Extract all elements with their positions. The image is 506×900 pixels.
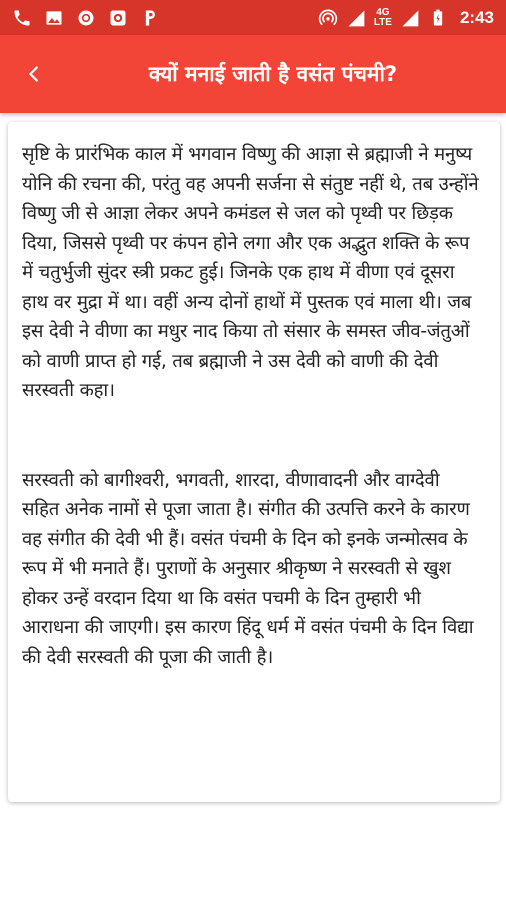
page-title: क्यों मनाई जाती है वसंत पंचमी?	[148, 62, 398, 86]
phone-icon	[12, 8, 32, 28]
network-sub-label: 4G	[376, 6, 390, 18]
clock: 2:43	[459, 7, 494, 27]
hotspot-icon	[318, 8, 338, 28]
image-icon	[44, 8, 64, 28]
battery-icon	[428, 8, 448, 28]
article-paragraph: सृष्टि के प्रारंभिक काल में भगवान विष्णु की आज्ञा से ब्रह्माजी ने मनुष्य योनि की रचना की, परंतु वह अपनी सर्जना से संतुष्ट नहीं थे, तब उन्होंने विष्णु जी से आज्ञा लेकर अपने कमंडल से जल को पृथ्वी पर छिड़क दिया, जिससे पृथ्वी पर कंपन होने लगा और एक अद्भुत शक्ति के रूप में चतुर्भुजी सुंदर स्त्री प्रकट हुई। जिनके एक हाथ में वीणा एवं दूसरा हाथ वर मुद्रा में था। वहीं अन्य दोनों हाथों में पुस्तक एवं माला थी। जब इस देवी ने वीणा का मधुर नाद किया तो संसार के समस्त जीव-जंतुओं को वाणी प्राप्त हो गई, तब ब्रह्माजी ने उस देवी को वाणी की देवी सरस्वती कहा।	[22, 144, 479, 401]
article-paragraph: सरस्वती को बागीश्वरी, भगवती, शारदा, वीणावादनी और वाग्देवी सहित अनेक नामों से पूजा जाता है। संगीत की उत्पत्ति करने के कारण वह संगीत की देवी भी हैं। वसंत पंचमी के दिन को इनके जन्मोत्सव के रूप में भी मनाते हैं। पुराणों के अनुसार श्रीकृष्ण ने सरस्वती से खुश होकर उन्हें वरदान दिया था कि वसंत पचमी के दिन तुम्हारी भी आराधना की जाएगी। इस कारण हिंदू धर्म में वसंत पंचमी के दिन विद्या की देवी सरस्वती की पूजा की जाती है।	[22, 469, 474, 668]
circle-icon	[76, 8, 96, 28]
system-icons	[318, 8, 506, 28]
network-label: LTE	[373, 16, 392, 28]
article-card	[8, 122, 500, 802]
app-bar	[0, 35, 506, 113]
network-type	[374, 8, 392, 28]
parking-icon	[140, 8, 160, 28]
notification-icons	[0, 8, 160, 28]
chevron-left-icon	[23, 63, 45, 85]
radio-icon	[108, 8, 128, 28]
status-bar	[0, 0, 506, 35]
signal-icon	[400, 8, 420, 28]
back-button[interactable]	[14, 54, 54, 94]
signal-icon	[346, 8, 366, 28]
